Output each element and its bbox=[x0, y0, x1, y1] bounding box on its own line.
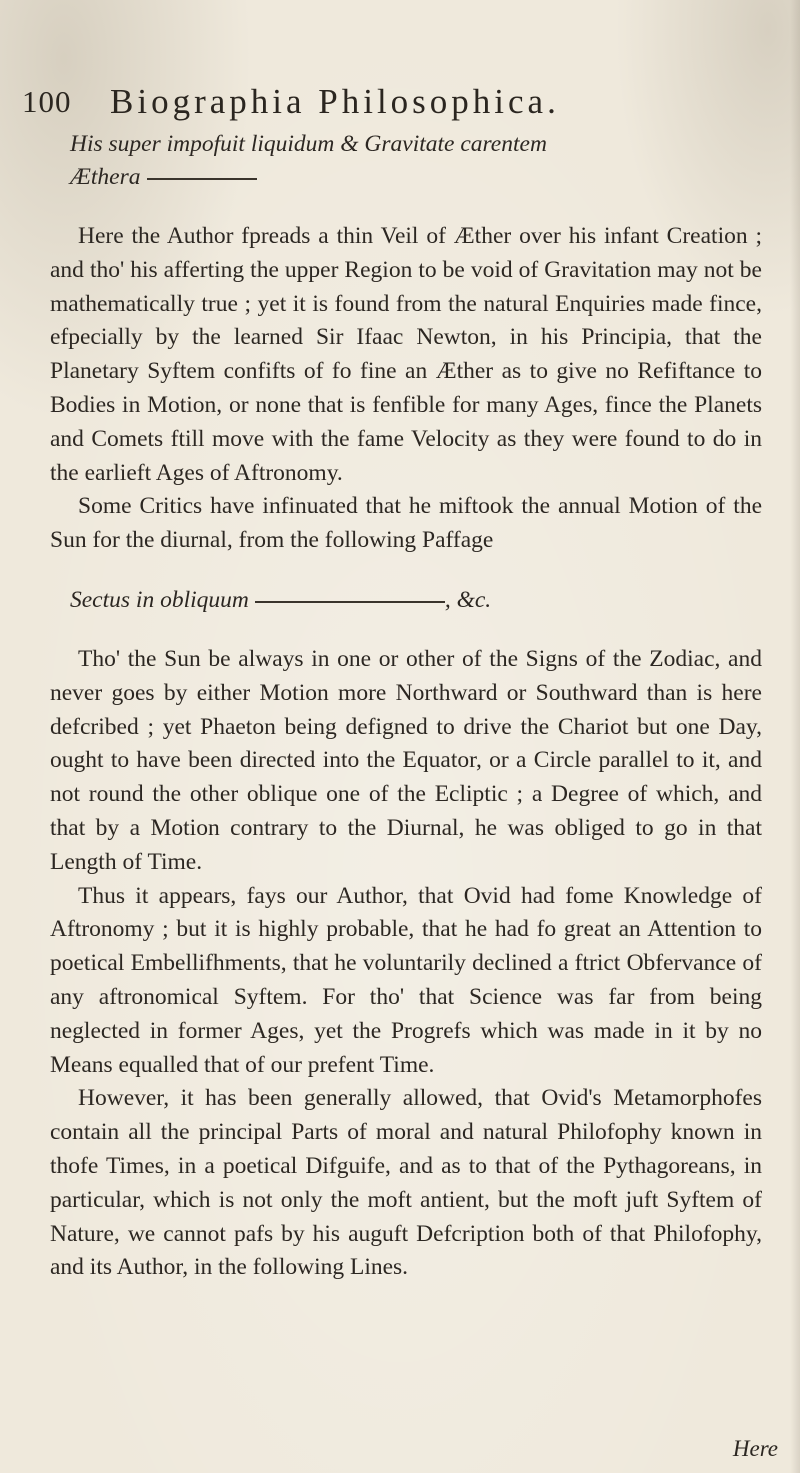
latin-quote bbox=[50, 128, 762, 194]
page-edge-shadow bbox=[790, 0, 800, 1473]
latin-quote-2 bbox=[50, 584, 762, 617]
paragraph-4: Thus it appears, fays our Author, that Ovid had fome Knowledge of Aftronomy ; but it is highly probable, that he had fo great an Attention to poetical Embellifhments, that he voluntarily declined a ftrict Obfervance of any aftronomical Syftem. For tho' that Science was far from being neglected in former Ages, yet the Progrefs which was made in it by no Means equalled that of our prefent Time. bbox=[50, 882, 762, 1078]
running-title: Biographia Philosophica. bbox=[110, 82, 560, 121]
page-header bbox=[22, 82, 782, 130]
latin-quote-2-suffix: , &c. bbox=[444, 586, 492, 613]
page-number: 100 bbox=[22, 84, 72, 119]
quote-2-dash-rule bbox=[255, 601, 445, 603]
quote-dash-rule bbox=[147, 178, 257, 180]
paragraph-2: Some Critics have infinuated that he miftook the annual Motion of the Sun for the diurnal, from the following Paffage bbox=[50, 493, 762, 554]
latin-quote-2-text: Sectus in obliquum bbox=[70, 586, 249, 613]
latin-quote-line-1: His super impofuit liquidum & Gravitate carentem bbox=[70, 131, 547, 157]
catchword: Here bbox=[732, 1436, 778, 1461]
latin-quote-line-2: Æthera bbox=[70, 164, 141, 190]
paragraph-5: However, it has been generally allowed, that Ovid's Metamorphofes contain all the principal Parts of moral and natural Philofophy known in thofe Times, in a poetical Difguife, and as to that of the Pythagoreans, in particular, which is not only the moft antient, but the moft juft Syftem of Nature, we cannot pafs by his auguft Defcription both of that Philofophy, and its Author, in the following Lines. bbox=[50, 1085, 762, 1281]
paragraph-3: Tho' the Sun be always in one or other of the Signs of the Zodiac, and never goes by either Motion more Northward or Southward than is here defcribed ; yet Phaeton being defigned to drive the Chariot but one Day, ought to have been directed into the Equator, or a Circle parallel to it, and not round the other oblique one of the Ecliptic ; a Degree of which, and that by a Motion contrary to the Diurnal, he was obliged to go in that Length of Time. bbox=[50, 645, 762, 875]
paragraph-1: Here the Author fpreads a thin Veil of Æther over his infant Creation ; and tho' his afferting the upper Region to be void of Gravitation may not be mathematically true ; yet it is found from the natural Enquiries made fince, efpecially by the learned Sir Ifaac Newton, in his Principia, that the Planetary Syftem confifts of fo fine an Æther as to give no Refiftance to Bodies in Motion, or none that is fenfible for many Ages, fince the Planets and Comets ftill move with the fame Velocity as they were found to do in the earlieft Ages of Aftronomy. bbox=[50, 223, 762, 486]
body-text bbox=[50, 128, 762, 1285]
